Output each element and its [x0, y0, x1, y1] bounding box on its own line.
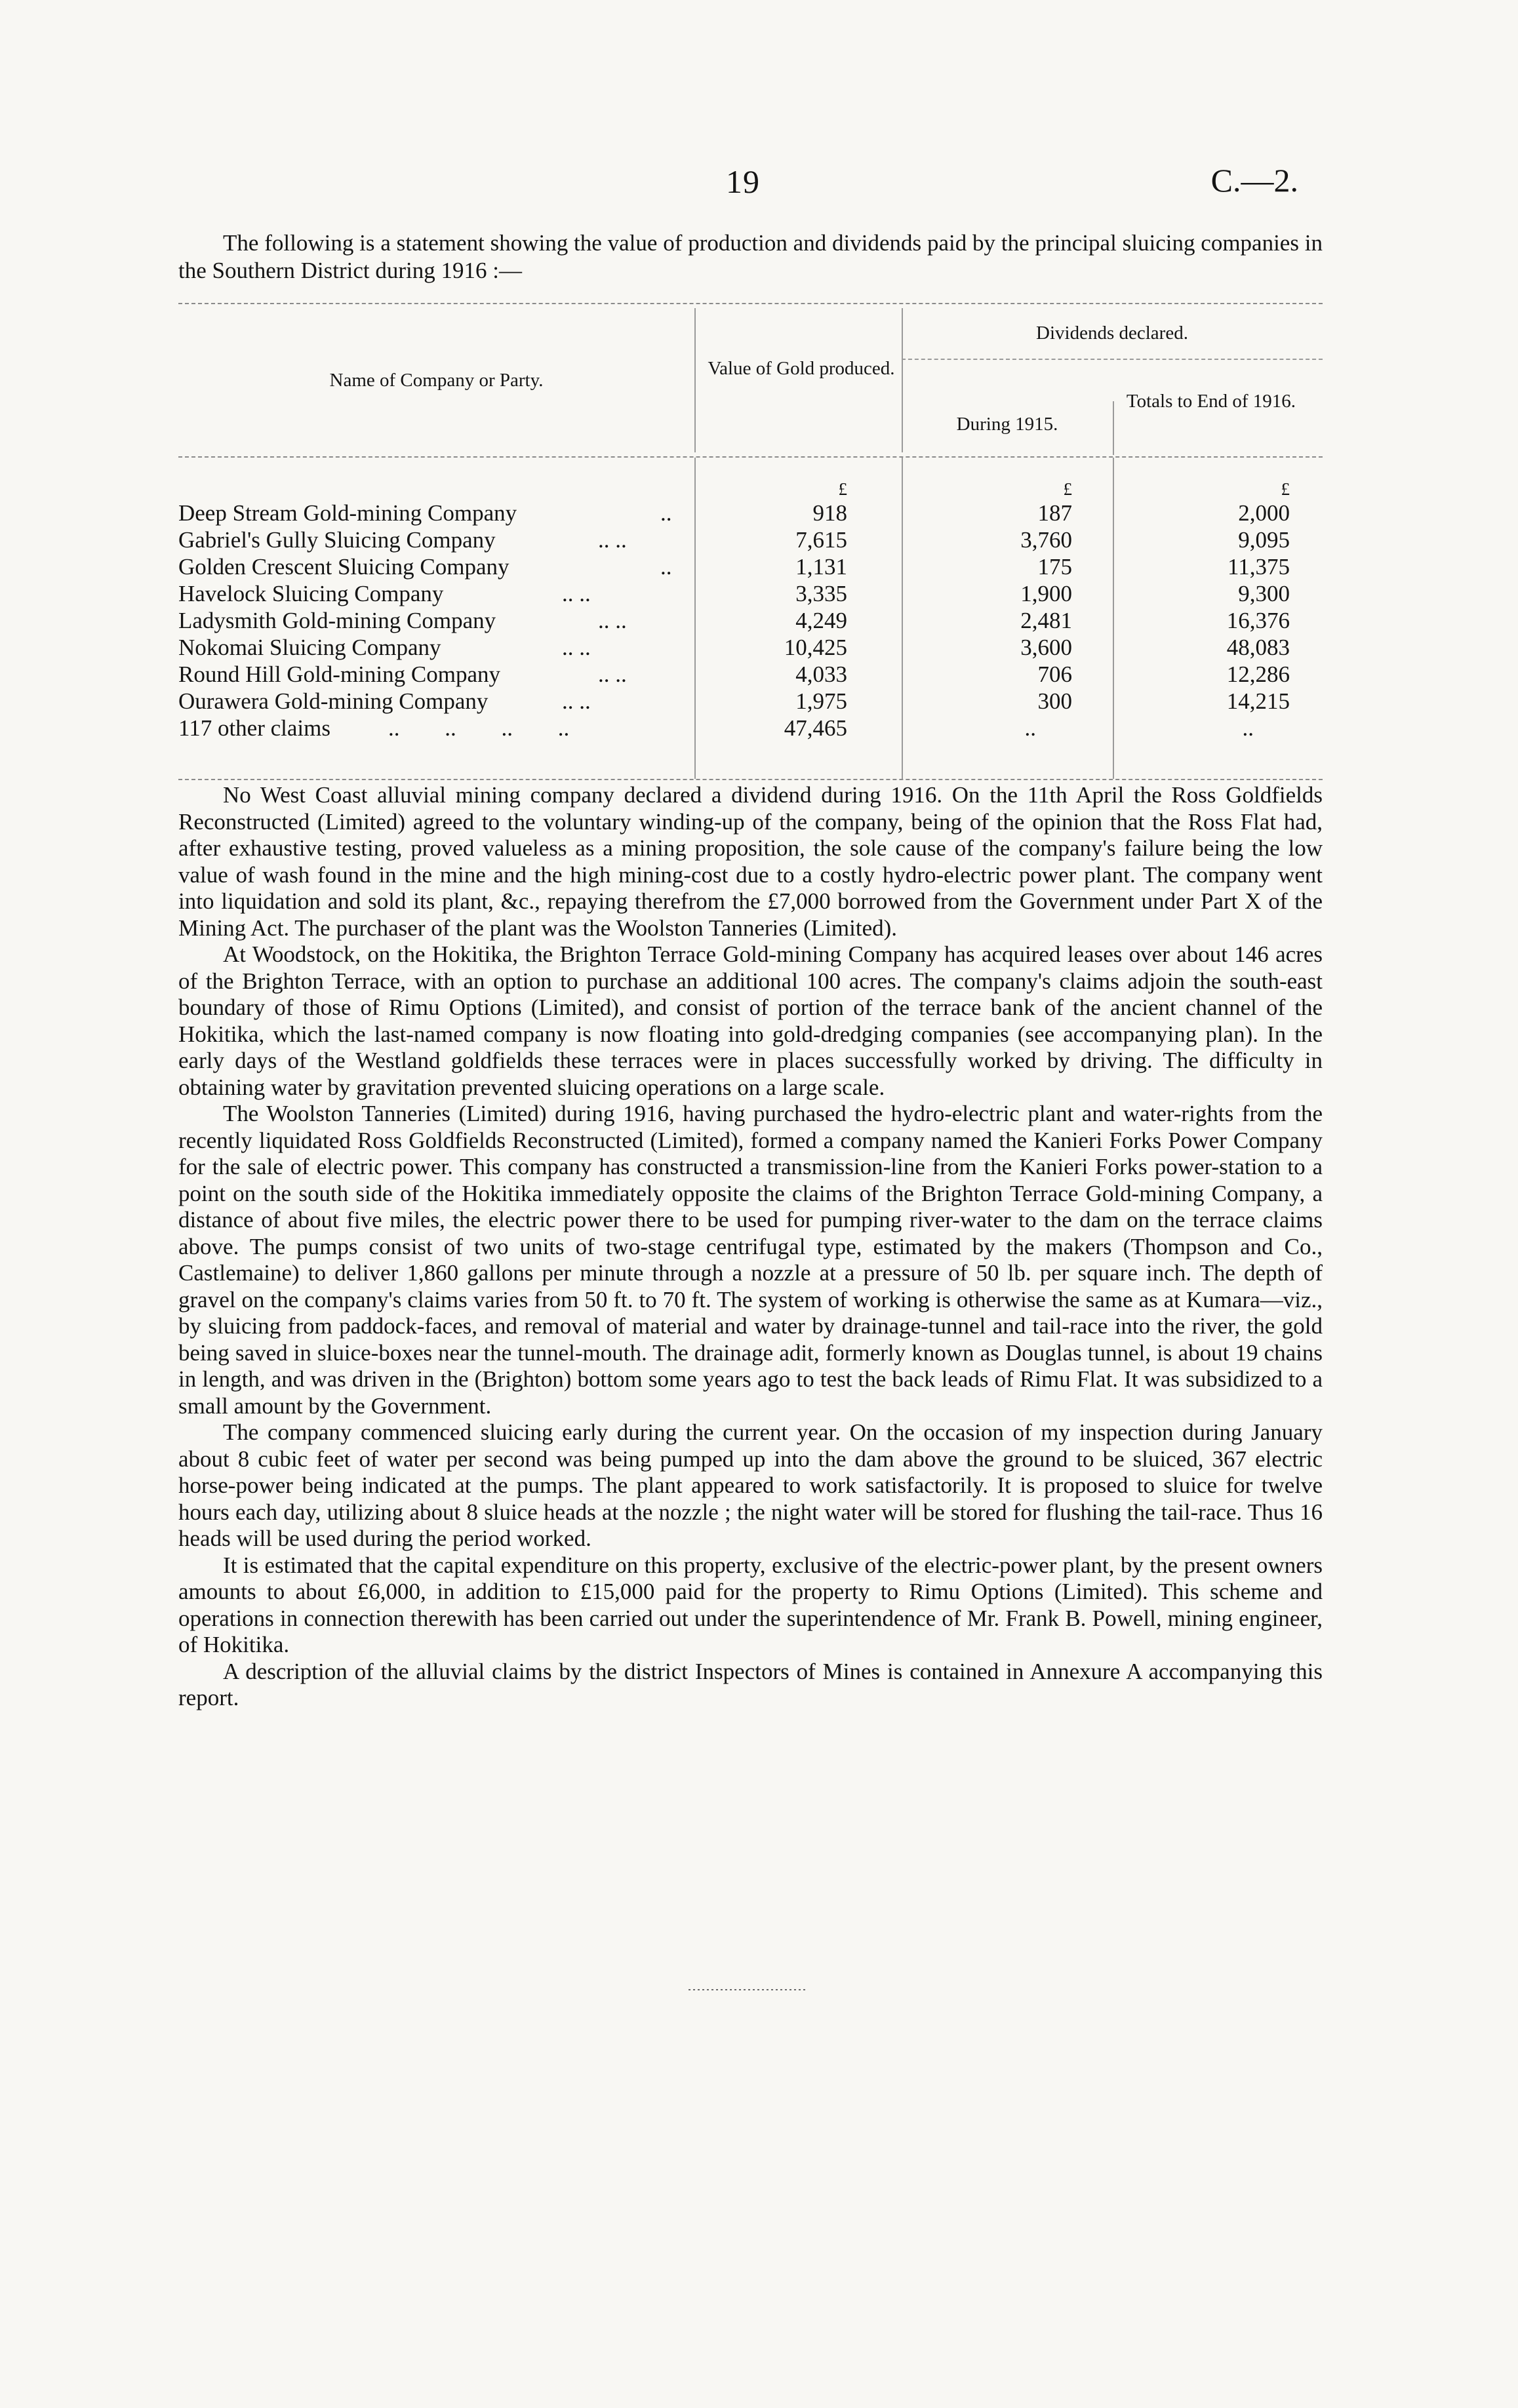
- unit-pound: £: [838, 479, 847, 499]
- header-dividends: Dividends declared.: [1036, 323, 1188, 344]
- production-table: [178, 303, 1323, 780]
- gold-value: 1,975: [795, 688, 847, 714]
- paragraph: No West Coast alluvial mining company declared a dividend during 1916. On the 11th April the Ross Goldfields Reconstructed (Limited) agreed to the voluntary winding-up of the company, being of the opinion that the Ross Flat had, after exhaustive testing, proved valueless as a mining proposition, the sole cause of the company's failure being the low value of wash found in the mine and the high mining-cost due to a costly hydro-electric power plant. The company went into liquidation and sold its plant, &c., repaying therefrom the £7,000 borrowed from the Government under Part X of the Mining Act. The purchaser of the plant was the Woolston Tanneries (Limited).: [178, 782, 1323, 941]
- dividend-1915: ..: [1024, 715, 1036, 741]
- table-row: [178, 526, 1323, 553]
- intro-paragraph: [178, 229, 1323, 285]
- dividend-1915: 300: [1037, 688, 1072, 714]
- dividend-total: 11,375: [1228, 554, 1290, 580]
- unit-pound: £: [1281, 479, 1290, 499]
- header-totals-1916: Totals to End of 1916.: [1126, 391, 1296, 412]
- intro-text: The following is a statement showing the value of production and dividends paid by the principal sluicing companies in the Southern District during 1916 :—: [178, 230, 1323, 283]
- company-name: Ourawera Gold-mining Company .. ..: [178, 688, 591, 714]
- dividend-1915: 187: [1037, 500, 1072, 526]
- dividend-1915: 2,481: [1020, 608, 1072, 633]
- table-row: [178, 715, 1323, 741]
- dividend-total: 48,083: [1226, 635, 1290, 660]
- document-code: C.—2.: [1210, 162, 1298, 199]
- company-name: Golden Crescent Sluicing Company ..: [178, 554, 672, 580]
- dividend-1915: 3,600: [1020, 635, 1072, 660]
- paragraph: The company commenced sluicing early during the current year. On the occasion of my inspection during January about 8 cubic feet of water per second was being pumped up into the dam above the ground to be sluiced, 367 electric horse-power being indicated at the pumps. The plant appeared to work satisfactorily. It is proposed to sluice for twelve hours each day, utilizing about 8 sluice heads at the nozzle ; the night water will be stored for flushing the tail-race. Thus 16 heads will be used during the period worked.: [178, 1419, 1323, 1551]
- header-gold-value: Value of Gold produced.: [708, 358, 895, 379]
- dividends-sub-rule: [902, 359, 1323, 360]
- table-header: [178, 304, 1323, 456]
- gold-value: 10,425: [784, 635, 847, 660]
- dividend-1915: 3,760: [1020, 527, 1072, 553]
- table-row: [178, 553, 1323, 580]
- dividend-total: 12,286: [1226, 661, 1290, 687]
- table-row: [178, 500, 1323, 526]
- dividend-1915: 1,900: [1020, 581, 1072, 606]
- table-row: [178, 634, 1323, 661]
- dividend-total: 9,300: [1238, 581, 1290, 606]
- paragraph: A description of the alluvial claims by the district Inspectors of Mines is contained in Annexure A accompanying this report.: [178, 1658, 1323, 1710]
- company-name: Deep Stream Gold-mining Company ..: [178, 500, 672, 526]
- gold-value: 4,249: [795, 608, 847, 633]
- dividend-total: 14,215: [1226, 688, 1290, 714]
- paragraph: The Woolston Tanneries (Limited) during 1916, having purchased the hydro-electric plant and water-rights from the recently liquidated Ross Goldfields Reconstructed (Limited), formed a company named the Kanieri Forks Power Company for the sale of electric power. This company has constructed a transmission-line from the Kanieri Forks power-station to a point on the south side of the Hokitika immediately opposite the claims of the Brighton Terrace Gold-mining Company, a distance of about five miles, the electric power there to be used for pumping river-water to the dam on the terrace claims above. The pumps consist of two units of two-stage centrifugal type, estimated by the makers (Thompson and Co., Castlemaine) to deliver 1,860 gallons per minute through a nozzle at a pressure of 50 lb. per square inch. The depth of gravel on the company's claims varies from 50 ft. to 70 ft. The system of working is otherwise the same as at Kumara—viz., by sluicing from paddock-faces, and removal of material and water by drainage-tunnel and tail-race into the river, the gold being saved in sluice-boxes near the tunnel-mouth. The drainage adit, formerly known as Douglas tunnel, is about 19 chains in length, and was driven in the (Brighton) bottom some years ago to test the back leads of Rimu Flat. It was subsidized to a small amount by the Government.: [178, 1101, 1323, 1419]
- gold-value: 918: [812, 500, 847, 526]
- paragraph: At Woodstock, on the Hokitika, the Brighton Terrace Gold-mining Company has acquired leases over about 146 acres of the Brighton Terrace, with an option to purchase an additional 100 acres. The company's claims adjoin the south-east boundary of those of Rimu Options (Limited), and consist of portion of the terrace bank of the ancient channel of the Hokitika, which the last-named company is now floating into gold-dredging companies (see accompanying plan). In the early days of the Westland goldfields these terraces were in places successfully worked by driving. The difficulty in obtaining water by gravitation prevented sluicing operations on a large scale.: [178, 941, 1323, 1100]
- table-row: [178, 580, 1323, 607]
- company-name: Havelock Sluicing Company .. ..: [178, 581, 591, 606]
- gold-value: 1,131: [795, 554, 847, 580]
- units-row: [178, 476, 1323, 503]
- table-row: [178, 661, 1323, 688]
- gold-value: 4,033: [795, 661, 847, 687]
- header-company-name: Name of Company or Party.: [329, 370, 544, 391]
- company-name: Ladysmith Gold-mining Company .. ..: [178, 608, 627, 633]
- dividend-1915: 706: [1037, 661, 1072, 687]
- dividend-1915: 175: [1037, 554, 1072, 580]
- header-divider: [694, 308, 696, 452]
- section-end-ornament: [689, 1986, 807, 1993]
- gold-value: 47,465: [784, 715, 847, 741]
- dividend-total: 16,376: [1226, 608, 1290, 633]
- dividend-total: ..: [1242, 715, 1254, 741]
- gold-value: 3,335: [795, 581, 847, 606]
- report-body: [178, 782, 1323, 1712]
- table-row: [178, 607, 1323, 634]
- table-body: [178, 458, 1323, 779]
- company-name: Round Hill Gold-mining Company .. ..: [178, 661, 627, 687]
- paragraph: It is estimated that the capital expenditure on this property, exclusive of the electric-power plant, by the present owners amounts to about £6,000, in addition to £15,000 paid for the property to Rimu Options (Limited). This scheme and operations in connection therewith has been carried out under the superintendence of Mr. Frank B. Powell, mining engineer, of Hokitika.: [178, 1552, 1323, 1657]
- table-row: [178, 688, 1323, 715]
- gold-value: 7,615: [795, 527, 847, 553]
- page-number: 19: [726, 163, 760, 200]
- dividend-total: 9,095: [1238, 527, 1290, 553]
- unit-pound: £: [1063, 479, 1072, 499]
- company-name: 117 other claims .. .. .. ..: [178, 715, 570, 741]
- dividend-total: 2,000: [1238, 500, 1290, 526]
- table-bottom-rule: [178, 779, 1323, 780]
- company-name: Nokomai Sluicing Company .. ..: [178, 635, 591, 660]
- header-during-1915: During 1915.: [956, 414, 1058, 435]
- company-name: Gabriel's Gully Sluicing Company .. ..: [178, 527, 627, 553]
